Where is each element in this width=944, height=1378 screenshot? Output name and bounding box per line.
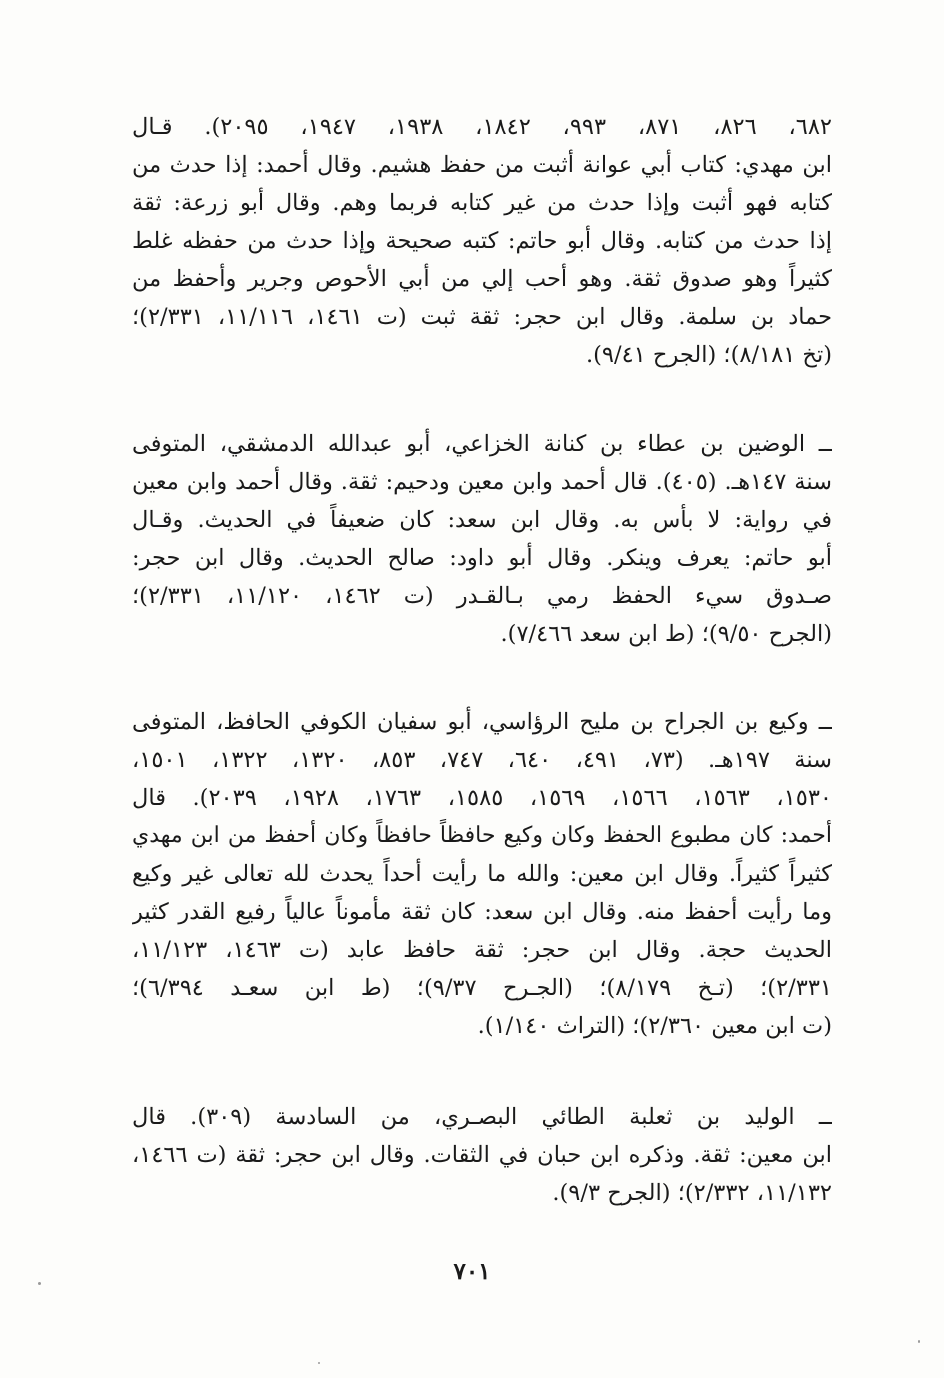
- text-line: أحمد: كان مطبوع الحفظ وكان وكيع حافظاً حافظاً وكان أحفظ من ابن مهدي: [132, 823, 832, 848]
- text-line: سنة ١٤٧هـ. (٤٠٥). قال أحمد وابن معين ودحيم: ثقة. وقال أحمد وابن معين: [132, 469, 832, 495]
- entry-waki: [132, 703, 832, 1045]
- text-line: ــ الوضين بن عطاء بن كنانة الخزاعي، أبو عبدالله الدمشقي، المتوفى: [132, 431, 832, 457]
- scan-speck: [918, 1340, 920, 1343]
- text-line: ٦٨٢، ٨٢٦، ٨٧١، ٩٩٣، ١٨٤٢، ١٩٣٨، ١٩٤٧، ٢٠٩٥). قـال: [132, 114, 832, 140]
- text-line: ــ وكيع بن الجراح بن مليح الرؤاسي، أبو سفيان الكوفي الحافظ، المتوفى: [132, 709, 832, 735]
- entry-continuation: [132, 108, 832, 374]
- text-line: (ت ابن معين ٢/٣٦٠)؛ (التراث ١/١٤٠).: [477, 1013, 832, 1039]
- text-line: في رواية: لا بأس به. وقال ابن سعد: كان ضعيفاً في الحديث. وقـال: [132, 507, 832, 533]
- entry-alwalid: [132, 1098, 832, 1212]
- entry-alwadin: [132, 425, 832, 653]
- scan-speck: [38, 1282, 41, 1285]
- text-line: وما رأيت أحفظ منه. وقال ابن سعد: كان ثقة مأموناً عالياً رفيع القدر كثير: [132, 899, 832, 925]
- scan-speck: [318, 1362, 320, 1364]
- text-line: ابن معين: ثقة. وذكره ابن حبان في الثقات. وقال ابن حجر: ثقة (ت ١٤٦٦،: [132, 1142, 832, 1168]
- text-line: إذا حدث من كتابه. وقال أبو حاتم: كتبه صحيحة وإذا حدث من حفظه غلط: [132, 228, 832, 254]
- page-number: ٧٠١: [453, 1258, 491, 1285]
- text-line: ١١/١٣٢، ٢/٣٣٢)؛ (الجرح ٩/٣).: [552, 1180, 832, 1206]
- text-line: ــ الوليد بن ثعلبة الطائي البصـري، من السادسة (٣٠٩). قال: [132, 1104, 832, 1130]
- text-line: صـدوق سيء الحفظ رمي بـالقـدر (ت ١٤٦٢، ١١/١٢٠، ٢/٣٣١)؛: [132, 583, 832, 609]
- text-line: كثيراً وهو صدوق ثقة. وهو أحب إلي من أبي الأحوص وجرير وأحفظ من: [132, 266, 832, 292]
- text-line: (الجرح ٩/٥٠)؛ (ط ابن سعد ٧/٤٦٦).: [500, 621, 832, 647]
- text-line: سنة ١٩٧هـ. (٧٣، ٤٩١، ٦٤٠، ٧٤٧، ٨٥٣، ١٣٢٠، ١٣٢٢، ١٥٠١،: [132, 747, 832, 773]
- text-line: ١٥٣٠، ١٥٦٣، ١٥٦٦، ١٥٦٩، ١٥٨٥، ١٧٦٣، ١٩٢٨، ٢٠٣٩). قال: [132, 785, 832, 811]
- text-line: أبو حاتم: يعرف وينكر. وقال أبو داود: صالح الحديث. وقال ابن حجر:: [132, 545, 832, 571]
- text-line: الحديث حجة. وقال ابن حجر: ثقة حافظ عابد (ت ١٤٦٣، ١١/١٢٣،: [132, 937, 832, 963]
- text-line: ٢/٣٣١)؛ (تـخ ٨/١٧٩)؛ (الجـرح ٩/٣٧)؛ (ط ابن سعـد ٦/٣٩٤)؛: [132, 975, 832, 1001]
- text-line: ابن مهدي: كتاب أبي عوانة أثبت من حفظ هشيم. وقال أحمد: إذا حدث من: [132, 152, 832, 178]
- text-line: كتابه فهو أثبت وإذا حدث من غير كتابه فربما وهم. وقال أبو زرعة: ثقة: [132, 190, 832, 216]
- text-line: (تخ ٨/١٨١)؛ (الجرح ٩/٤١).: [585, 342, 832, 368]
- text-line: حماد بن سلمة. وقال ابن حجر: ثقة ثبت (ت ١٤٦١، ١١/١١٦، ٢/٣٣١)؛: [132, 304, 832, 330]
- text-line: كثيراً كثيراً. وقال ابن معين: والله ما رأيت أحداً يحدث لله تعالى غير وكيع: [132, 861, 832, 887]
